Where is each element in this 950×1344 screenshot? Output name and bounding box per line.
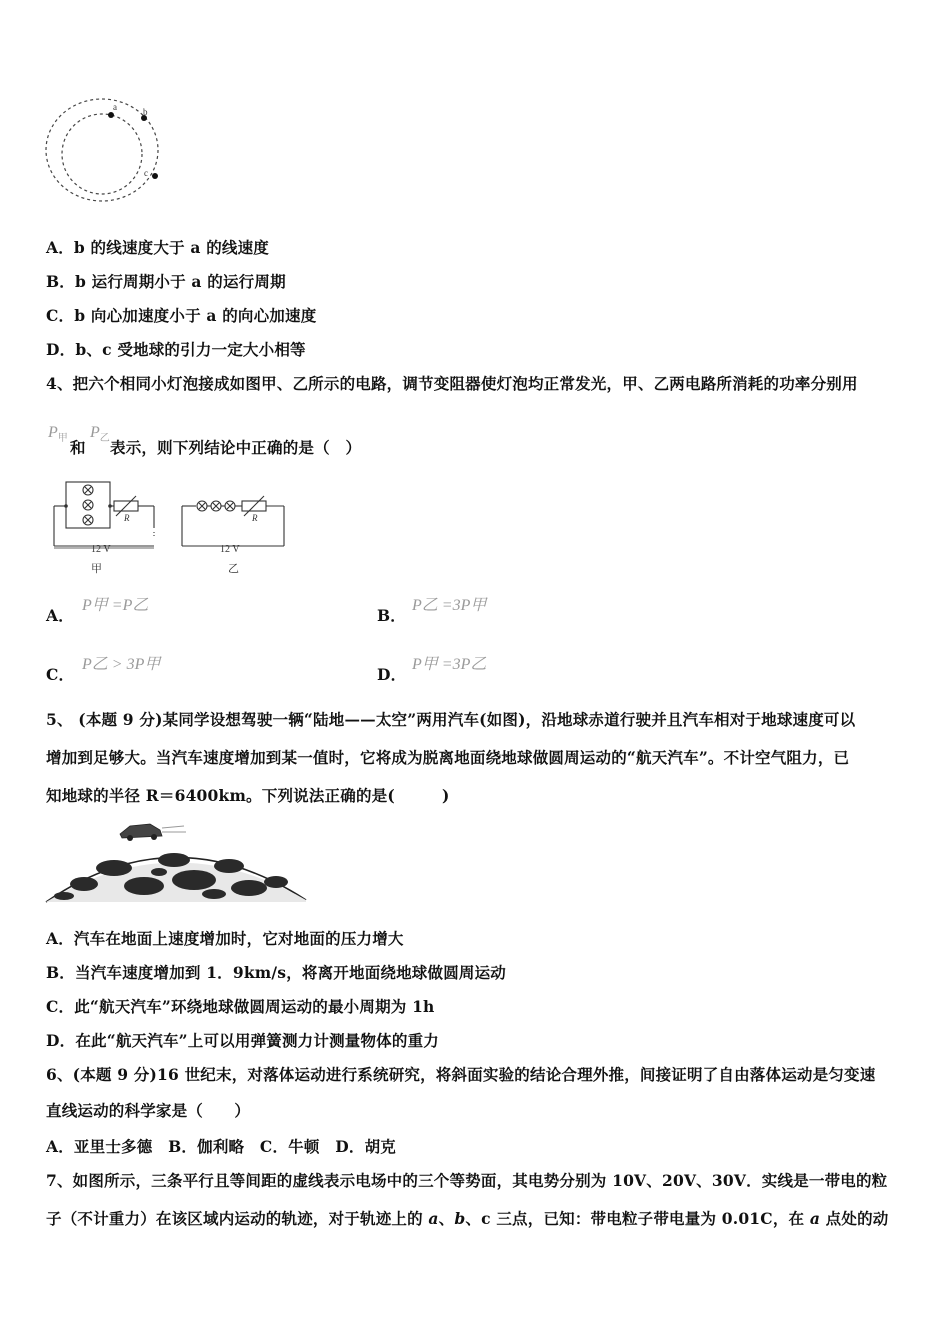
q7-line2-part1: 子（不计重力）在该区域内运动的轨迹，对于轨迹上的 <box>46 1209 429 1228</box>
q4-text-line1: 4、把六个相同小灯泡接成如图甲、乙所示的电路，调节变阻器使灯泡均正常发光，甲、乙两电路所消耗的功率分别用 <box>46 374 858 393</box>
q4-option-a-formula: P甲 =P乙 <box>82 597 149 614</box>
q7-line2-part2: 、c 三点，已知：带电粒子带电量为 0.01C，在 <box>465 1209 810 1228</box>
q5-option-d: D．在此“航天汽车”上可以用弹簧测力计测量物体的重力 <box>46 1031 439 1050</box>
voltage-jia: 12 V <box>91 544 111 555</box>
q6-options: A．亚里士多德 B．伽利略 C．牛顿 D．胡克 <box>46 1137 397 1156</box>
q4-option-b-formula: P乙 =3P甲 <box>412 597 487 614</box>
car-icon <box>120 824 186 841</box>
q4-option-a-label: A． <box>46 606 74 625</box>
circuit-jia <box>54 482 154 546</box>
circuit-yi <box>182 496 284 546</box>
q4-symbol-p-yi: $P_乙$ <box>90 424 110 445</box>
q3-option-c: C．b 向心加速度小于 a 的向心加速度 <box>46 306 317 325</box>
satellite-c <box>152 173 158 179</box>
q3-option-d: D．b、c 受地球的引力一定大小相等 <box>46 340 306 359</box>
resistor-label-yi: R <box>252 513 258 523</box>
q3-option-a: A．b 的线速度大于 a 的线速度 <box>46 238 269 257</box>
q5-option-b: B．当汽车速度增加到 1．9km/s，将离开地面绕地球做圆周运动 <box>46 963 506 982</box>
q7-line1: 7、如图所示，三条平行且等间距的虚线表示电场中的三个等势面，其电势分别为 10V、20V、30V．实线是一带电的粒 <box>46 1171 888 1190</box>
q4-option-c-formula: P乙 > 3P甲 <box>82 656 161 673</box>
q4-text-line2: 表示，则下列结论中正确的是（ ） <box>110 438 362 457</box>
voltage-yi: 12 V <box>220 544 240 555</box>
q4-symbol-p-jia: $P_甲$ <box>48 424 68 445</box>
orbit-figure <box>40 92 170 212</box>
q6-line2: 直线运动的科学家是（ ） <box>46 1101 251 1120</box>
q7-sep: 、 <box>438 1209 455 1228</box>
q4-option-d-formula: P甲 =3P乙 <box>412 656 487 673</box>
caption-jia: 甲 <box>91 563 102 575</box>
earth-car-figure <box>44 814 310 904</box>
q3-option-b: B．b 运行周期小于 a 的运行周期 <box>46 272 286 291</box>
q5-option-c: C．此“航天汽车”环绕地球做圆周运动的最小周期为 1h <box>46 997 435 1016</box>
q5-line1: 5、 (本题 9 分)某同学设想驾驶一辆“陆地——太空”两用汽车(如图)，沿地球赤道行驶并且汽车相对于地球速度可以 <box>46 710 856 729</box>
label-b: b <box>143 107 148 117</box>
q7-var-a2: a <box>809 1209 821 1228</box>
resistor-label-jia: R <box>124 513 130 523</box>
q4-and-word: 和 <box>70 438 86 457</box>
q6-line1: 6、(本题 9 分)16 世纪末，对落体运动进行系统研究，将斜面实验的结论合理外推，间接证明了自由落体运动是匀变速 <box>46 1065 876 1084</box>
satellite-a <box>108 112 114 118</box>
q7-var-b: b <box>454 1209 466 1228</box>
q5-option-a: A．汽车在地面上速度增加时，它对地面的压力增大 <box>46 929 404 948</box>
q4-option-b-label: B． <box>377 606 407 625</box>
q7-line2-part3: 点处的动 <box>820 1209 889 1228</box>
caption-yi: 乙 <box>228 563 239 575</box>
q4-option-d-label: D． <box>377 665 407 684</box>
label-c: c <box>144 168 148 178</box>
label-a: a <box>113 102 117 112</box>
q7-var-a: a <box>428 1209 439 1228</box>
q5-line2: 增加到足够大。当汽车速度增加到某一值时，它将成为脱离地面绕地球做圆周运动的“航天汽车”。不计空气阻力，已 <box>46 748 850 767</box>
q4-option-c-label: C． <box>46 665 75 684</box>
q5-line3: 知地球的半径 R＝6400km。下列说法正确的是( ) <box>46 786 450 805</box>
circuit-figure <box>44 476 294 578</box>
q7-line2 <box>46 1207 888 1229</box>
